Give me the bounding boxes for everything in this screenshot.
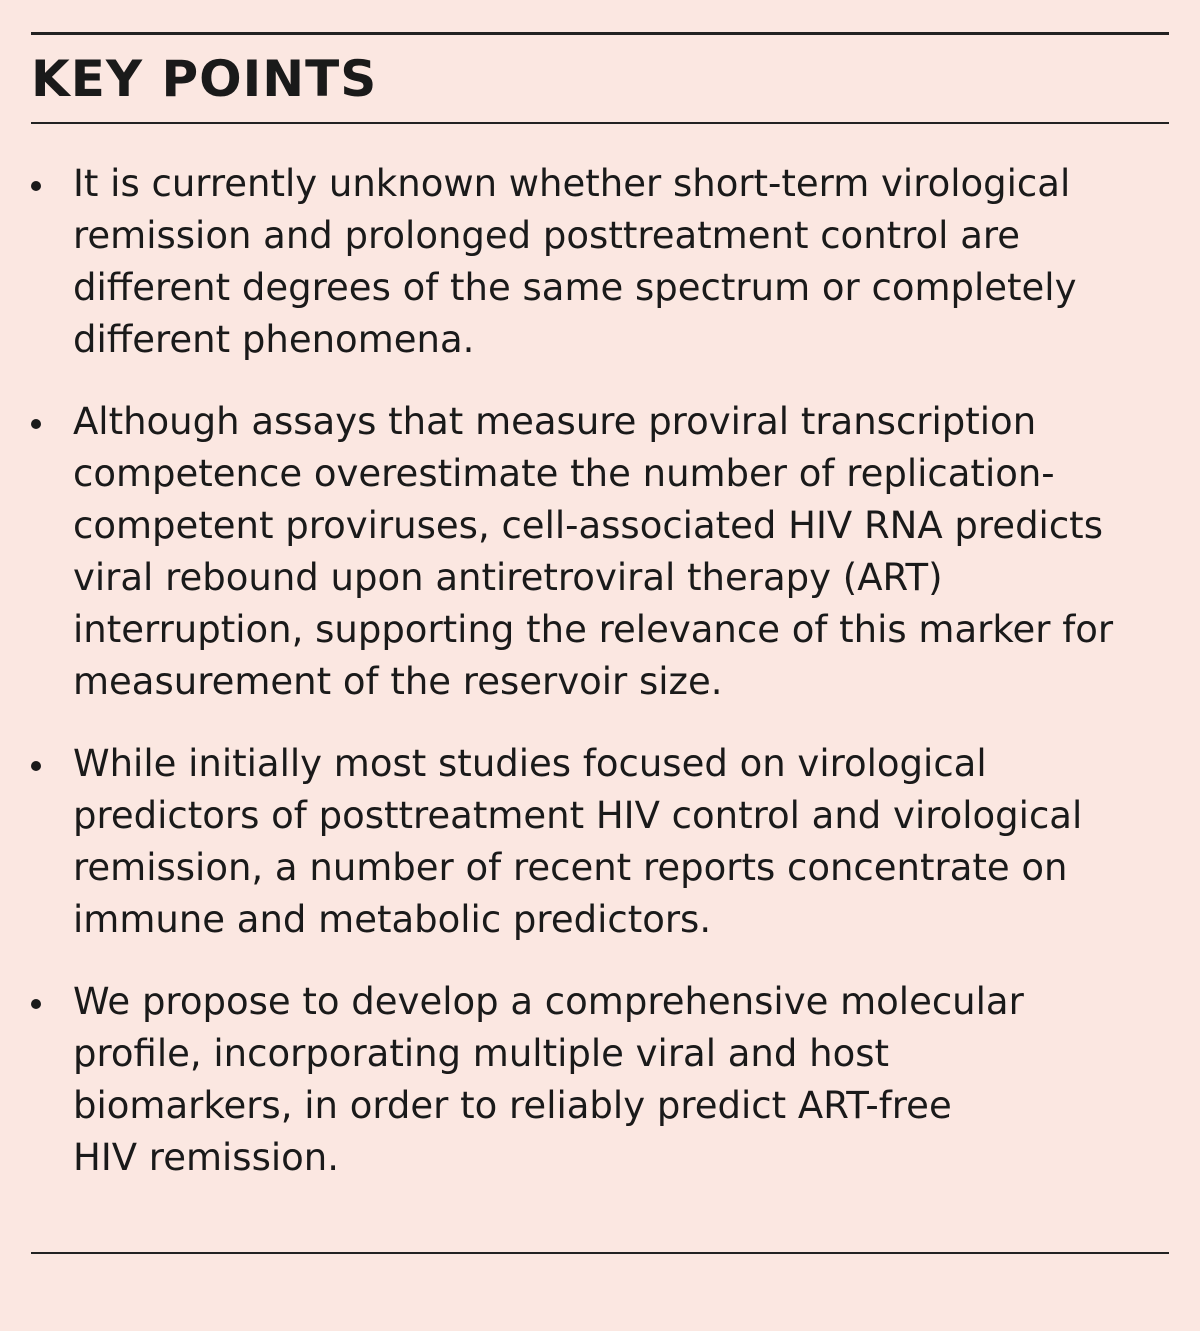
bottom-rule — [31, 1252, 1169, 1254]
key-point-1 — [31, 158, 1169, 366]
key-points-box — [31, 0, 1169, 1331]
key-points-list — [31, 158, 1169, 1214]
bullet-icon — [31, 181, 41, 191]
top-rule — [31, 32, 1169, 35]
bullet-icon — [31, 419, 41, 429]
key-point-2-text: Although assays that measure proviral transcription competence overestimate the number of replication- competent proviruses, cell-associated HIV RNA predicts viral rebound upon antiretroviral therapy (ART) interruption, supporting the relevance of this marker for measurement of the reservoir size. — [73, 400, 1114, 703]
key-points-title: KEY POINTS — [31, 50, 378, 108]
bullet-icon — [31, 761, 41, 771]
title-rule — [31, 122, 1169, 124]
bullet-icon — [31, 999, 41, 1009]
key-point-4 — [31, 976, 1169, 1184]
key-point-2 — [31, 396, 1169, 708]
key-point-3 — [31, 738, 1169, 946]
key-point-1-text: It is currently unknown whether short-term virological remission and prolonged posttreatment control are different degrees of the same spectrum or completely different phenomena. — [73, 162, 1077, 361]
key-point-4-text: We propose to develop a comprehensive molecular profile, incorporating multiple viral and host biomarkers, in order to reliably predict ART-free HIV remission. — [73, 980, 1024, 1179]
key-point-3-text: While initially most studies focused on virological predictors of posttreatment HIV control and virological remission, a number of recent reports concentrate on immune and metabolic predictors. — [73, 742, 1083, 941]
